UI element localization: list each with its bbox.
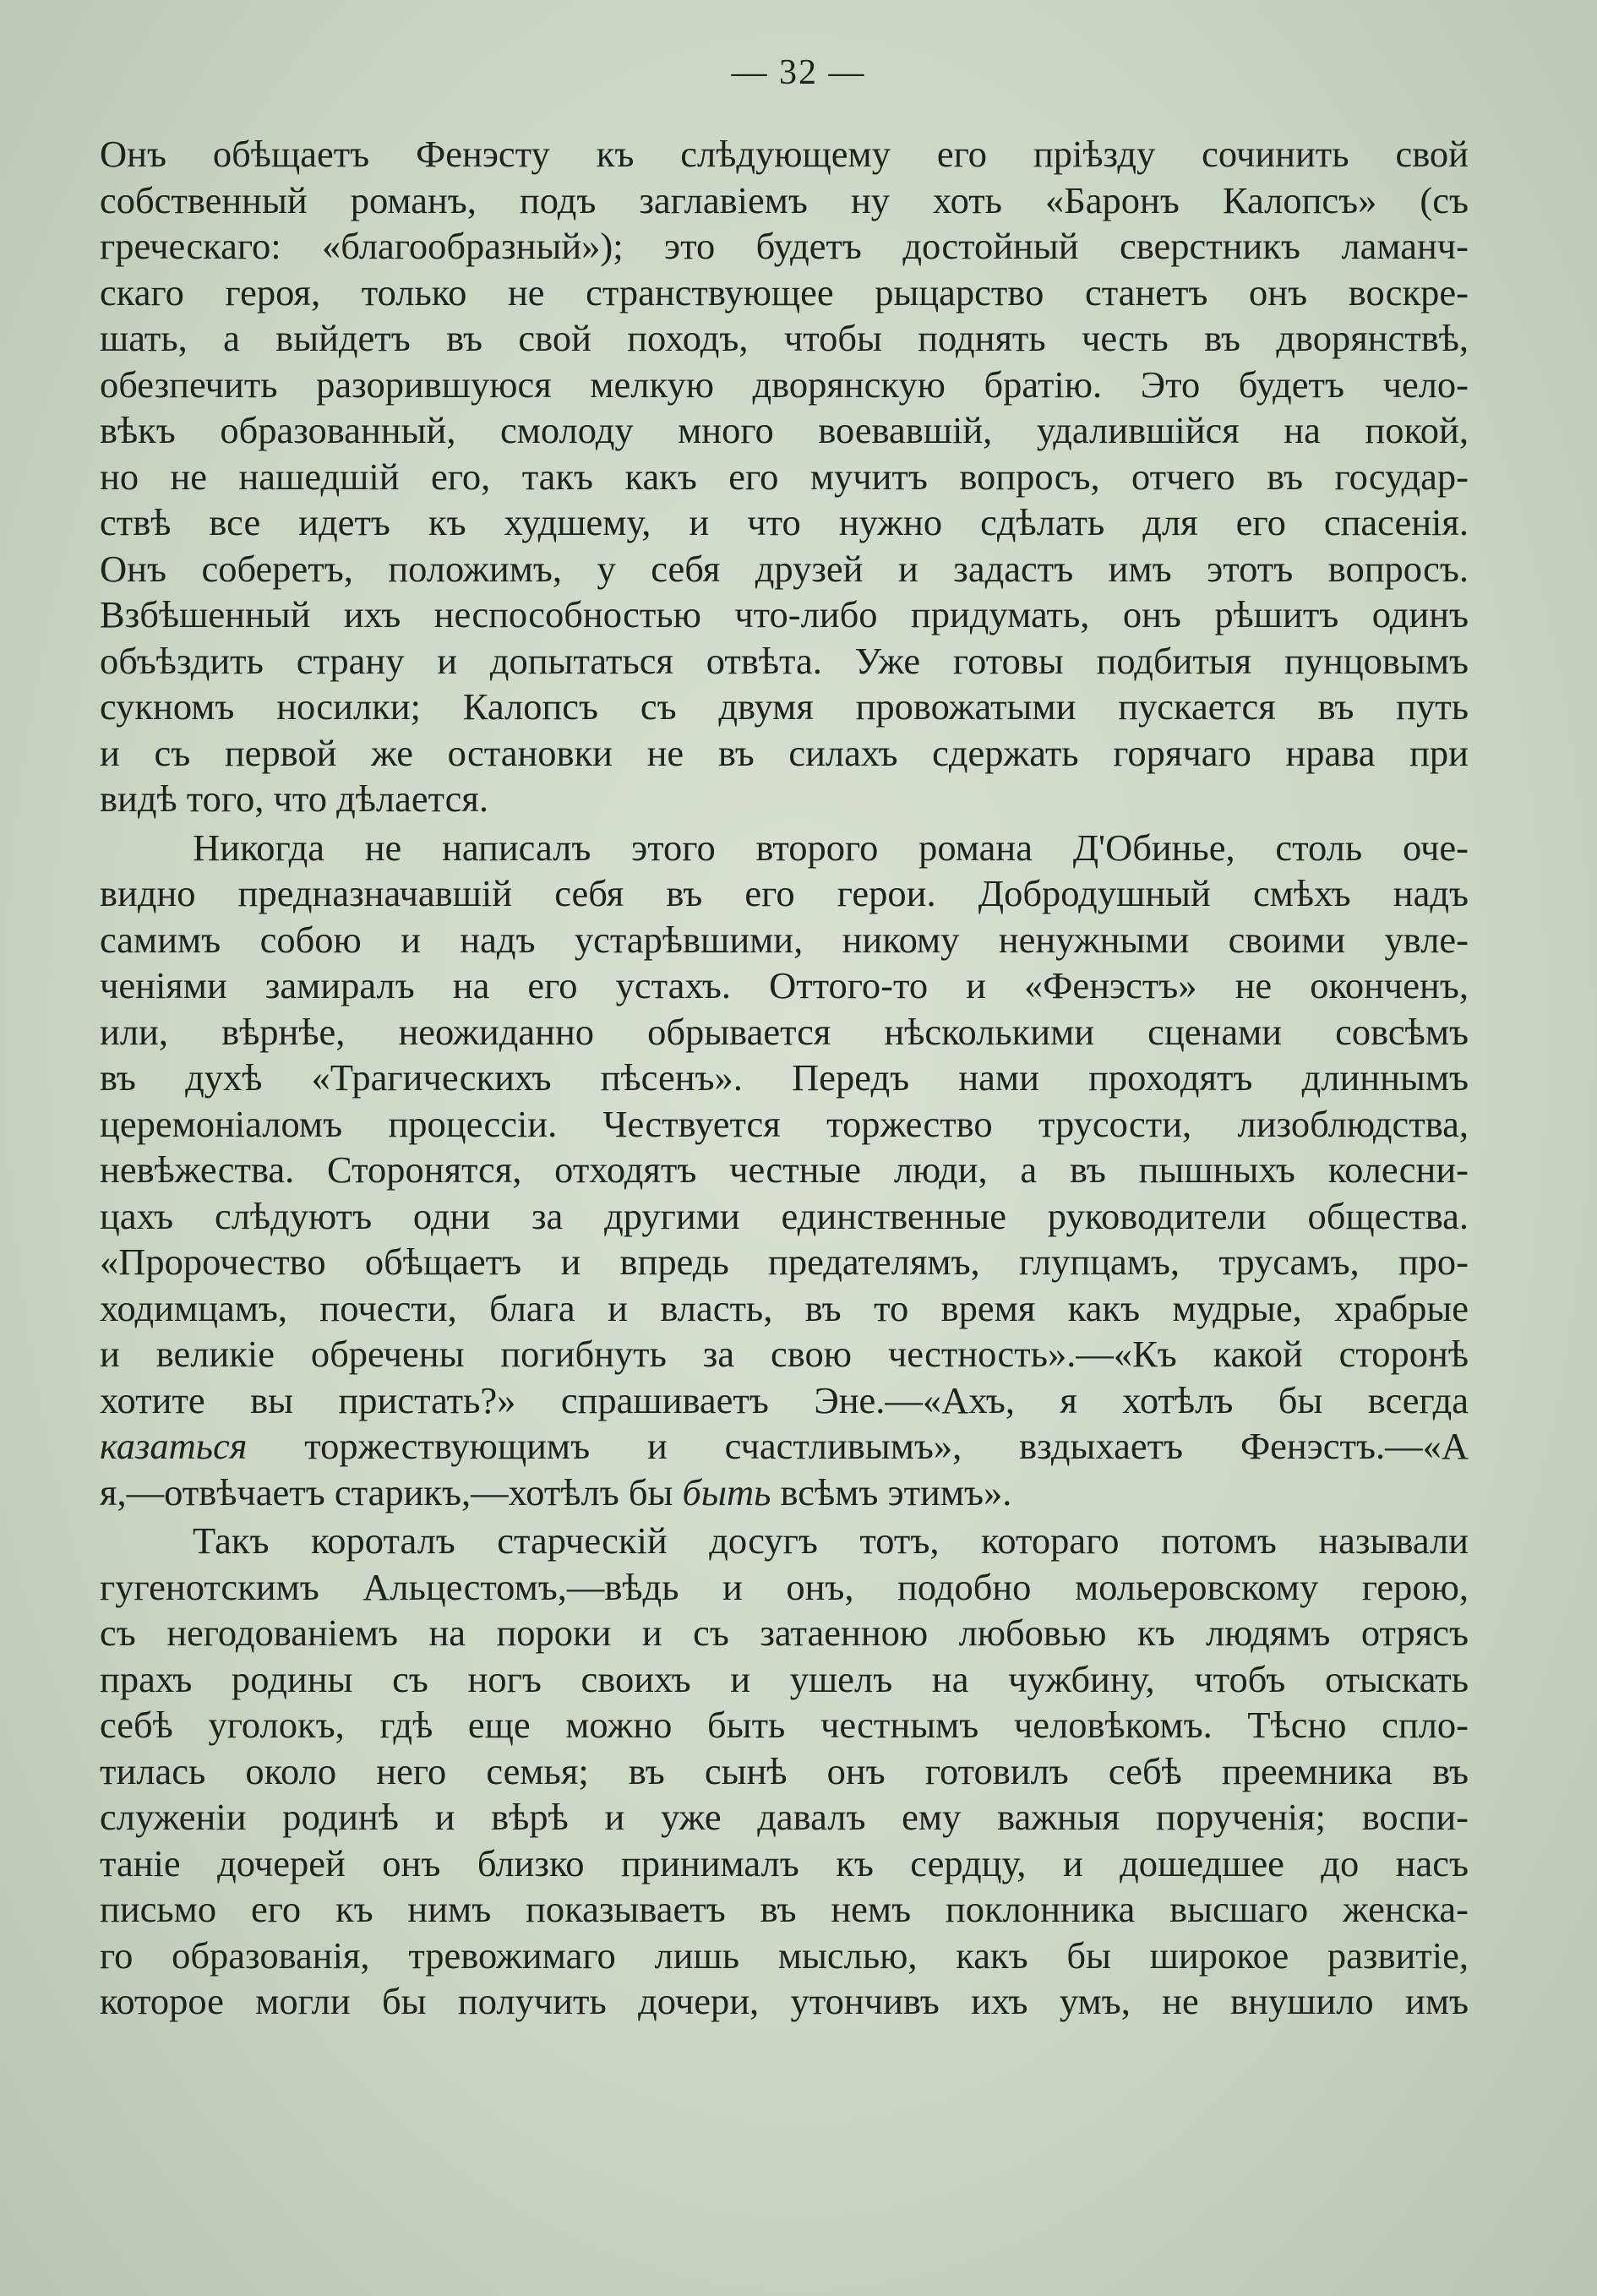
paragraph-2 <box>100 825 1469 1516</box>
text-line: Онъ соберетъ, положимъ, у себя друзей и задастъ имъ этотъ вопросъ. <box>100 547 1469 590</box>
text-line: греческаго: «благообразный»); это будетъ достойный сверстникъ ламанч- <box>100 225 1469 267</box>
text-line: съ негодованiемъ на пороки и съ затаенною любовью къ людямъ отрясъ <box>100 1612 1469 1654</box>
text-line: обезпечить разорившуюся мелкую дворянскую братiю. Это будетъ чело- <box>100 363 1469 406</box>
text-line: прахъ родины съ ногъ своихъ и ушелъ на чужбину, чтобъ отыскать <box>100 1657 1469 1700</box>
text-line-with-emphasis <box>100 1470 1469 1516</box>
text-line: гугенотскимъ Альцестомъ,—вѣдь и онъ, подобно мольеровскому герою, <box>100 1565 1469 1608</box>
text-fragment: всѣмъ этимъ». <box>771 1470 1012 1513</box>
text-line: Никогда не написалъ этого второго романа Д'Обинье, столь оче- <box>193 826 1469 869</box>
text-line: видно предназначавшiй себя въ его герои. Добродушный смѣхъ надъ <box>100 872 1469 914</box>
text-line: самимъ собою и надъ устарѣвшими, никому ненужными своими увле- <box>100 918 1469 961</box>
text-line: невѣжества. Сторонятся, отходятъ честные люди, а въ пышныхъ колесни- <box>100 1148 1469 1191</box>
text-line: хотите вы пристать?» спрашиваетъ Эне.—«Ахъ, я хотѣлъ бы всегда <box>100 1378 1469 1421</box>
text-fragment: торжествующимъ и счастливымъ», вздыхаетъ Фенэстъ.—«А <box>247 1425 1469 1467</box>
text-line: которое могли бы получить дочери, утончивъ ихъ умъ, не внушило имъ <box>100 1980 1469 2022</box>
text-line: въ духѣ «Трагическихъ пѣсенъ». Передъ нами проходятъ длиннымъ <box>100 1056 1469 1099</box>
text-line: письмо его къ нимъ показываетъ въ немъ поклонника высшаго женска- <box>100 1888 1469 1930</box>
text-line: сукномъ носилки; Калопсъ съ двумя провожатыми пускается въ путь <box>100 685 1469 728</box>
text-line: шать, а выйдетъ въ свой походъ, чтобы поднять честь въ дворянствѣ, <box>100 317 1469 359</box>
text-line: ствѣ все идетъ къ худшему, и что нужно сдѣлать для его спасенiя. <box>100 501 1469 543</box>
text-line: и съ первой же остановки не въ силахъ сдержать горячаго нрава при <box>100 731 1469 774</box>
text-line: Онъ обѣщаетъ Фенэсту къ слѣдующему его прiѣзду сочинить свой <box>100 133 1469 175</box>
text-line: себѣ уголокъ, гдѣ еще можно быть честнымъ человѣкомъ. Тѣсно спло- <box>100 1704 1469 1746</box>
text-line: Такъ короталъ старческiй досугъ тотъ, котораго потомъ называли <box>193 1519 1469 1562</box>
text-fragment: я,—отвѣчаетъ старикъ,—хотѣлъ бы <box>100 1470 683 1513</box>
emphasis-byt: быть <box>682 1470 771 1513</box>
text-line: скаго героя, только не странствующее рыцарство станетъ онъ воскре- <box>100 270 1469 314</box>
text-line: тилась около него семья; въ сынѣ онъ готовилъ себѣ преемника въ <box>100 1749 1469 1792</box>
text-line: вѣкъ образованный, смолоду много воевавшiй, удалившiйся на покой, <box>100 409 1469 451</box>
text-line: ченiями замиралъ на его устахъ. Оттого-то и «Фенэстъ» не оконченъ, <box>100 964 1469 1006</box>
text-line: но не нашедшiй его, такъ какъ его мучитъ вопросъ, отчего въ государ- <box>100 455 1469 498</box>
text-line-with-emphasis <box>100 1423 1469 1470</box>
text-line: цахъ слѣдуютъ одни за другими единственные руководители общества. <box>100 1194 1469 1237</box>
text-line: ходимцамъ, почести, блага и власть, въ то время какъ мудрые, храбрые <box>100 1286 1469 1329</box>
page-number: — 32 — <box>731 53 866 92</box>
text-line: танiе дочерей онъ близко принималъ къ сердцу, и дошедшее до насъ <box>100 1841 1469 1884</box>
text-line: видѣ того, что дѣлается. <box>100 777 488 820</box>
body-text <box>100 131 1469 2025</box>
text-line: церемонiаломъ процессiи. Чествуется торжество трусости, лизоблюдства, <box>100 1102 1469 1145</box>
text-line: го образованiя, тревожимаго лишь мыслью, какъ бы широкое развитiе, <box>100 1933 1469 1977</box>
text-line: Взбѣшенный ихъ неспособностью что-либо придумать, онъ рѣшитъ одинъ <box>100 593 1469 635</box>
text-line: собственный романъ, подъ заглавiемъ ну хоть «Баронъ Калопсъ» (съ <box>100 178 1469 221</box>
emphasis-kazatsya: казаться <box>100 1425 248 1467</box>
text-line: объѣздить страну и допытаться отвѣта. Уже готовы подбитыя пунцовымъ <box>100 639 1469 682</box>
text-line: и великiе обречены погибнуть за свою честность».—«Къ какой сторонѣ <box>100 1333 1469 1375</box>
paragraph-3 <box>100 1518 1469 2025</box>
text-line: служенiи родинѣ и вѣрѣ и уже давалъ ему важныя порученiя; воспи- <box>100 1796 1469 1838</box>
text-line: или, вѣрнѣе, неожиданно обрывается нѣсколькими сценами совсѣмъ <box>100 1010 1469 1053</box>
paragraph-1 <box>100 131 1469 822</box>
text-line: «Пророчество обѣщаетъ и впредь предателямъ, глупцамъ, трусамъ, про- <box>100 1241 1469 1283</box>
